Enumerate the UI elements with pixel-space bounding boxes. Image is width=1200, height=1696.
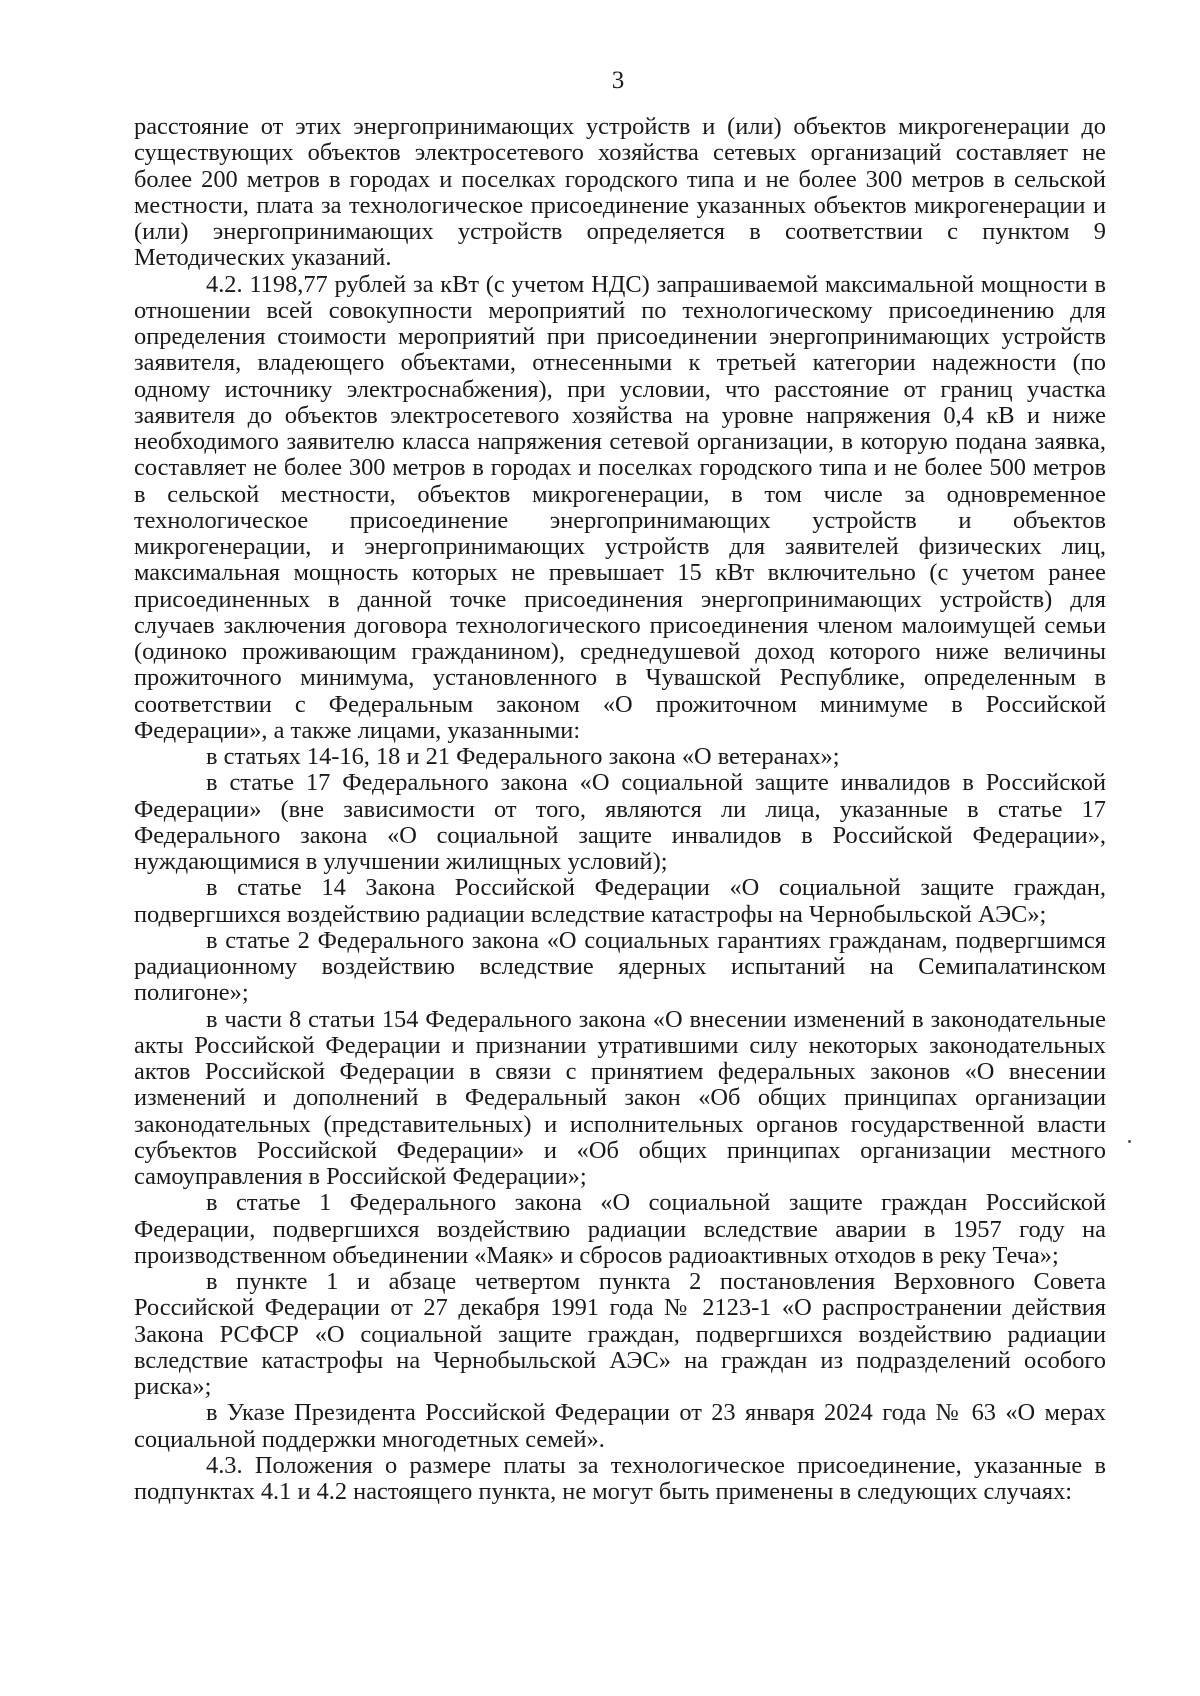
paragraph-article-154: в части 8 статьи 154 Федерального закона «О внесении изменений в законодательные акты Российской Федерации и признании утратившими силу некоторых законодательных актов Российской Федерации в связи с принятием федеральных законов «О внесении изменений и дополнений в Федеральный закон «Об общих принципах организации законодательных (представительных) и исполнительных органов государственной власти субъектов Российской Федерации» и «Об общих принципах организации местного самоуправления в Российской Федерации»; <box>134 1005 1106 1190</box>
document-body <box>134 114 1106 1505</box>
paragraph-veterans-law: в статьях 14-16, 18 и 21 Федерального закона «О ветеранах»; <box>206 743 840 770</box>
paragraph-4-3: 4.3. Положения о размере платы за технологическое присоединение, указанные в подпунктах 4.1 и 4.2 настоящего пункта, не могут быть применены в следующих случаях: <box>134 1451 1106 1505</box>
paragraph-supreme-council-resolution: в пункте 1 и абзаце четвертом пункта 2 постановления Верховного Совета Российской Федерации от 27 декабря 1991 года № 2123-1 «О распространении действия Закона РСФСР «О социальной защите граждан, подвергшихся воздействию радиации вследствие катастрофы на Чернобыльской АЭС» на граждан из подразделений особого риска»; <box>134 1268 1106 1400</box>
paragraph-chernobyl-law: в статье 14 Закона Российской Федерации «О социальной защите граждан, подвергшихся воздействию радиации вследствие катастрофы на Чернобыльской АЭС»; <box>134 874 1106 928</box>
paragraph-semipalatinsk-law: в статье 2 Федерального закона «О социальных гарантиях гражданам, подвергшимся радиационному воздействию вследствие ядерных испытаний на Семипалатинском полигоне»; <box>134 926 1106 1007</box>
paragraph-mayak-law: в статье 1 Федерального закона «О социальной защите граждан Российской Федерации, подвергшихся воздействию радиации вследствие аварии в 1957 году на производственном объединении «Маяк» и сбросов радиоактивных отходов в реку Теча»; <box>134 1189 1106 1269</box>
paragraph-4-2: 4.2. 1198,77 рублей за кВт (с учетом НДС) запрашиваемой максимальной мощности в отношении всей совокупности мероприятий по технологическому присоединению для определения стоимости мероприятий при присоединении энергопринимающих устройств заявителя, владеющего объектами, отнесенными к третьей категории надежности (по одному источнику электроснабжения), при условии, что расстояние от границ участка заявителя до объектов электросетевого хозяйства на уровне напряжения 0,4 кВ и ниже необходимого заявителю класса напряжения сетевой организации, в которую подана заявка, составляет не более 300 метров в городах и поселках городского типа и не более 500 метров в сельской местности, объектов микрогенерации, в том числе за одновременное технологическое присоединение энергопринимающих устройств и объектов микрогенерации, и энергопринимающих устройств для заявителей физических лиц, максимальная мощность которых не превышает 15 кВт включительно (с учетом ранее присоединенных в данной точке присоединения энергопринимающих устройств) для случаев заключения договора технологического присоединения членом малоимущей семьи (одиноко проживающим гражданином), среднедушевой доход которого ниже величины прожиточного минимума, установленного в Чувашской Республике, определенным в соответствии с Федеральным законом «О прожиточном минимуме в Российской Федерации», а также лицами, указанными: <box>134 270 1106 744</box>
paragraph-presidential-decree: в Указе Президента Российской Федерации от 23 января 2024 года № 63 «О мерах социальной поддержки многодетных семей». <box>134 1399 1106 1453</box>
scan-speck <box>1128 1140 1131 1143</box>
paragraph-continuation: расстояние от этих энергопринимающих устройств и (или) объектов микрогенерации до существующих объектов электросетевого хозяйства сетевых организаций составляет не более 200 метров в городах и поселках городского типа и не более 300 метров в сельской местности, плата за технологическое присоединение указанных объектов микрогенерации и (или) энергопринимающих устройств определяется в соответствии с пунктом 9 Методических указаний. <box>134 113 1106 272</box>
page-number: 3 <box>611 67 625 94</box>
paragraph-disabled-law: в статье 17 Федерального закона «О социальной защите инвалидов в Российской Федерации» (вне зависимости от того, являются ли лица, указанные в статье 17 Федерального закона «О социальной защите инвалидов в Российской Федерации», нуждающимися в улучшении жилищных условий); <box>134 769 1106 875</box>
